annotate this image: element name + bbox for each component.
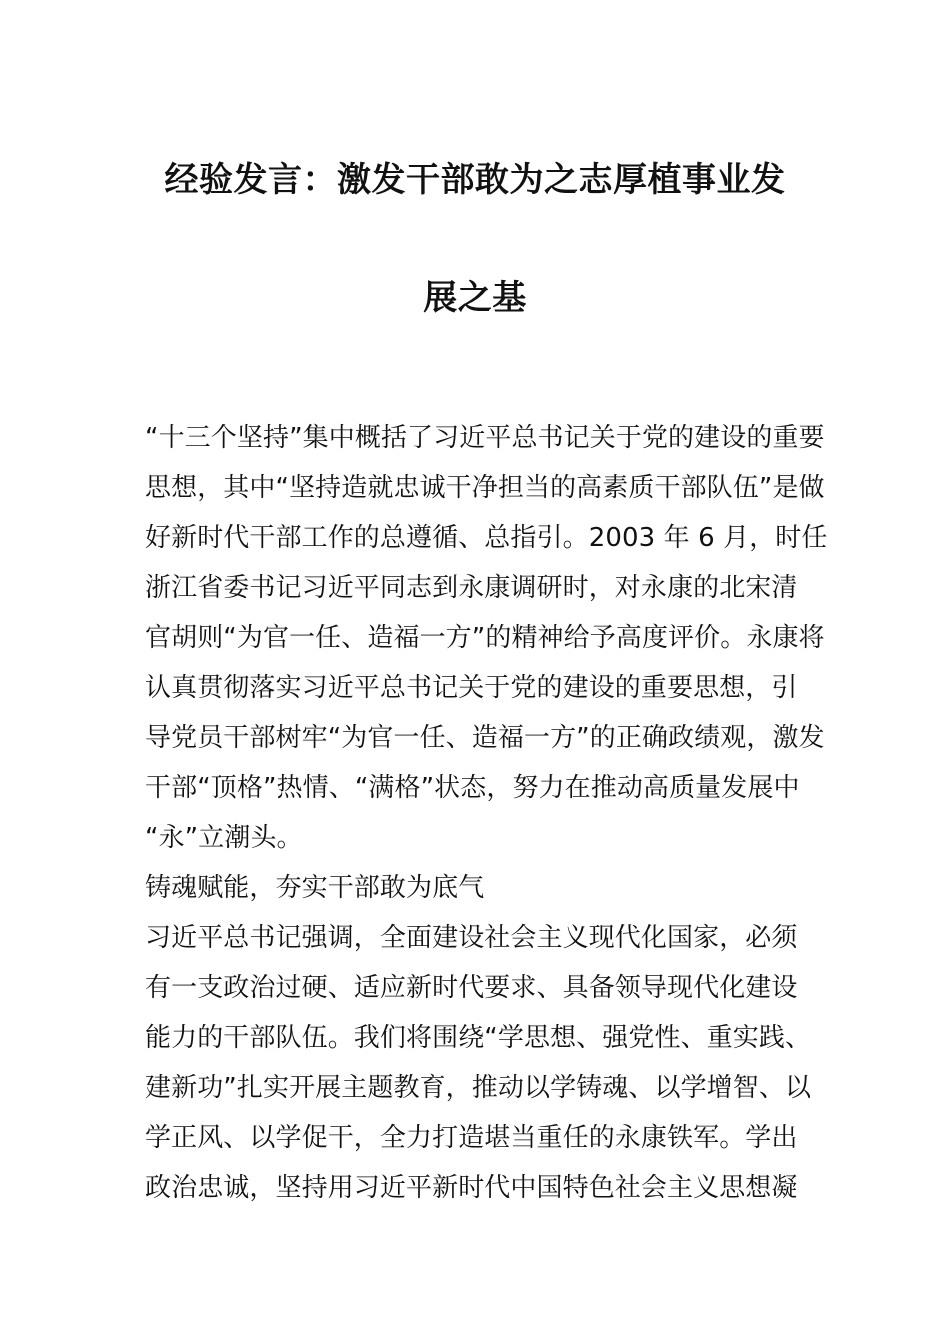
body-line: 习近平总书记强调，全面建设社会主义现代化国家，必须 [145,923,798,953]
body-line: 政治忠诚，坚持用习近平新时代中国特色社会主义思想凝 [145,1173,798,1203]
body-line: 建新功”扎实开展主题教育，推动以学铸魂、以学增智、以 [145,1073,812,1103]
body-line: 学正风、以学促干，全力打造堪当重任的永康铁军。学出 [145,1123,798,1153]
document-body [145,413,828,1213]
body-line: 认真贯彻落实习近平总书记关于党的建设的重要思想，引 [145,673,798,703]
body-line: “永”立潮头。 [145,823,303,853]
document-title-line-2: 展之基 [423,278,527,318]
body-line: 思想，其中“坚持造就忠诚干净担当的高素质干部队伍”是做 [145,473,825,503]
body-line: 干部“顶格”热情、“满格”状态，努力在推动高质量发展中 [145,773,800,803]
body-line: 好新时代干部工作的总遵循、总指引。2003 年 6 月，时任 [145,523,828,553]
document-title-line-1: 经验发言：激发干部敢为之志厚植事业发 [164,160,786,200]
body-line: 导党员干部树牢“为官一任、造福一方”的正确政绩观，激发 [145,723,825,753]
body-line: 有一支政治过硬、适应新时代要求、具备领导现代化建设 [145,973,798,1003]
body-line: 能力的干部队伍。我们将围绕“学思想、强党性、重实践、 [145,1023,812,1053]
body-line: “十三个坚持”集中概括了习近平总书记关于党的建设的重要 [145,423,825,453]
section-heading: 铸魂赋能，夯实干部敢为底气 [145,873,485,903]
body-line: 官胡则“为官一任、造福一方”的精神给予高度评价。永康将 [145,623,825,653]
body-line: 浙江省委书记习近平同志到永康调研时，对永康的北宋清 [145,573,798,603]
